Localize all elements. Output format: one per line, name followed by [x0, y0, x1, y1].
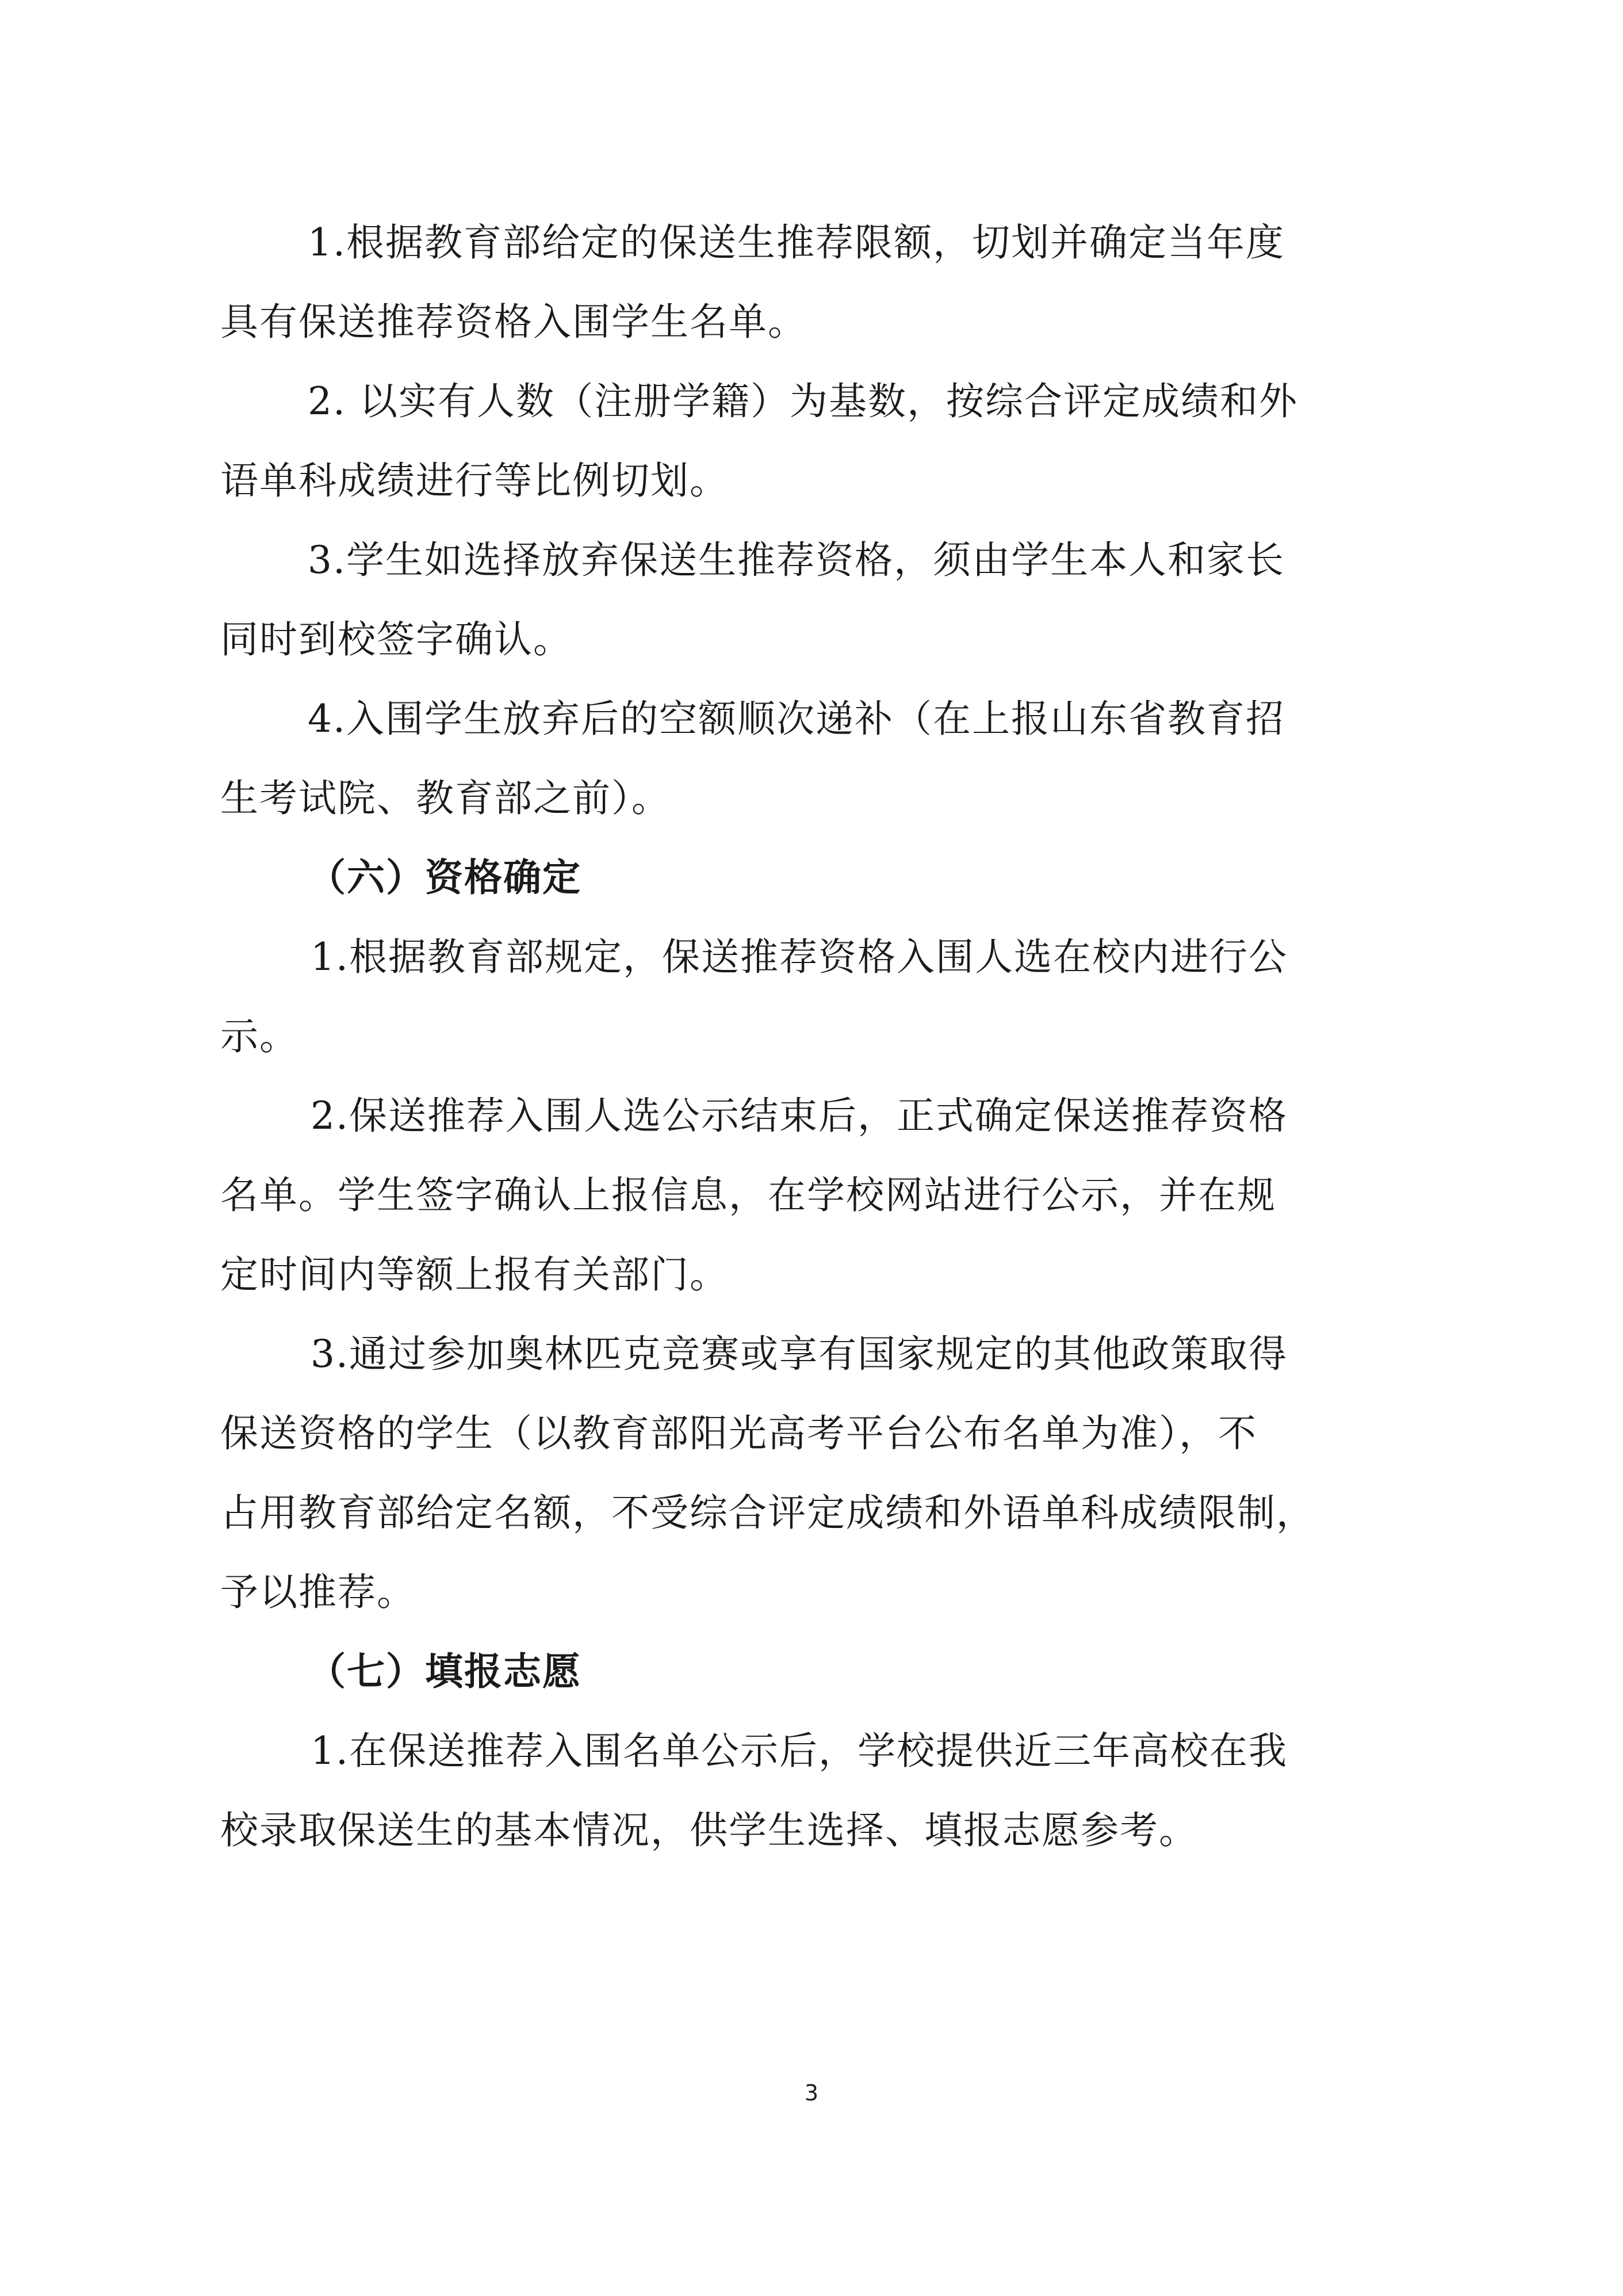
section-heading: （七）填报志愿 — [308, 1649, 581, 1694]
text-line: 3.通过参加奥林匹克竞赛或享有国家规定的其他政策取得 — [311, 1332, 1288, 1376]
text-line: 4.入围学生放弃后的空额顺次递补（在上报山东省教育招 — [308, 697, 1285, 741]
text-line: 校录取保送生的基本情况，供学生选择、填报志愿参考。 — [220, 1808, 1198, 1852]
text-line: 3.学生如选择放弃保送生推荐资格，须由学生本人和家长 — [308, 538, 1285, 582]
text-line: 2. 以实有人数（注册学籍）为基数，按综合评定成绩和外 — [308, 379, 1298, 423]
text-line: 定时间内等额上报有关部门。 — [220, 1252, 729, 1297]
text-line: 2.保送推荐入围人选公示结束后，正式确定保送推荐资格 — [311, 1094, 1288, 1138]
text-line: 保送资格的学生（以教育部阳光高考平台公布名单为准），不 — [220, 1411, 1257, 1455]
text-line: 名单。学生签字确认上报信息，在学校网站进行公示，并在规 — [220, 1173, 1276, 1217]
text-line: 具有保送推荐资格入围学生名单。 — [220, 300, 807, 344]
text-line: 示。 — [220, 1014, 298, 1059]
text-line: 同时到校签字确认。 — [220, 617, 572, 662]
text-line: 语单科成绩进行等比例切划。 — [220, 459, 729, 503]
section-heading: （六）资格确定 — [308, 855, 581, 900]
text-line: 生考试院、教育部之前）。 — [220, 776, 671, 820]
page-number: 3 — [804, 2080, 819, 2106]
text-line: 1.根据教育部规定，保送推荐资格入围人选在校内进行公 — [311, 935, 1288, 979]
text-line: 1.根据教育部给定的保送生推荐限额，切划并确定当年度 — [308, 220, 1285, 265]
text-line: 占用教育部给定名额，不受综合评定成绩和外语单科成绩限制， — [220, 1491, 1315, 1535]
text-line: 予以推荐。 — [220, 1570, 416, 1614]
text-line: 1.在保送推荐入围名单公示后，学校提供近三年高校在我 — [311, 1729, 1288, 1773]
